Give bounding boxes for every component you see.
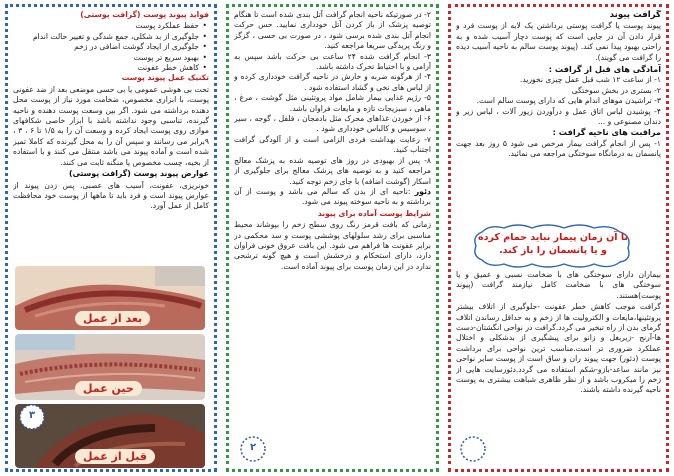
donor-label: دئور (414, 186, 431, 196)
photo-during-surgery (15, 334, 205, 400)
graft-care-list (456, 139, 661, 160)
prep-item: ۲- بستری در بخش سوختگی (571, 85, 661, 95)
graft-heading: گرافت پیوند (609, 10, 661, 20)
callout-text: تا آن زمان پیمار نباید حمام کرده و یا پانسمان را باز کند. (478, 232, 628, 256)
care-item: ۲- در صورتیکه ناحیه انجام گرافت آتل بندی شده است تا هنگام توصیه پزشک از باز کردن آتل خودداری نمایید. حس حرکت انجام آتل بندی شده برسی شود ، در صورت بی حسی ، گزگز و رنگ پریدگی سریعا مراجعه کنید. (234, 10, 431, 51)
prep-item: ۳- تراشیدن موهای اندام هایی که دارای پوست سالم است. (476, 96, 661, 106)
technique-heading: تکنیک عمل پیوند پوست (121, 73, 209, 83)
photo-after-surgery (15, 266, 205, 330)
prep-list (456, 75, 661, 127)
label-during: حین عمل (75, 381, 142, 396)
donor-definition (234, 187, 431, 208)
benefit-item: • جلوگیری از ایجاد گوشت اضافی در زخم (13, 42, 207, 52)
benefit-item: • حفظ عملکرد پوست (13, 21, 207, 31)
panel-care-instructions (226, 4, 439, 472)
panel-benefits (5, 4, 217, 472)
care-item: ۴- از هرگونه ضربه و خارش در ناحیه گرافت خودداری کرده و از لباس های نخی و گشاد استفاده شود . (234, 72, 431, 92)
benefits-heading: فواید پیوند پوست (گرافت پوستی) (80, 10, 209, 19)
care-item: ۳- انجام گرافت شده ۲۴ ساعت بی حرکت باشد سپس به آرامی و با احتیاط تحرک داشته باشد. (234, 51, 431, 72)
graft-care-item: ۱- پس از انجام گرافت بیمار مرخص می شود ۵ روز بعد جهت پانسمان به درمانگاه سوختگی مراجعه می نمائید. (456, 138, 661, 159)
technique-text: تحت بی هوشی عمومی یا بی حسی موضعی بعد از ضد عفونی پوست، با ابزاری مخصوص، ضخامت مورد نیاز از پوست محل دهنده برداشته می شود. اگر بین وسعت پوست دهنده و ناحیه گیرنده، تناسبی وجود نداشته باشد با ابزار خاصی شکافهای موازی روی پوست ایجاد کرده و وسعت آن را به ۱/۵ تا ۶ ، ۳ ، ۹برابر می رسانند و سپس آن را به محل گیرنده که کاملا تمیز شده است و آماده پیوند می باشد منتقل می کنند و با استفاده از بخیه، چسب مخصوص یا منگنه ثابت می کنند. (13, 84, 209, 167)
complications-text: خونریزی، عفونت، آسیب های عصبی. پس زدن پیوند از عوارض پیوند است و فرد باید تا ماهها از پوست خود محافظت کامل از عمل آورد. (13, 180, 209, 211)
page-number: ۲ (249, 442, 257, 453)
care-list (234, 10, 431, 187)
care-item: ۸- پس از بهبودی در روز های توصیه شده به پزشک معالج مراجعه کنید و به توصیه های پزشک معالج برای جلوگیری از اسکار (گوشت اضافه) با جای زخم توجه کنید. (234, 155, 431, 186)
label-after: بعد از عمل (75, 311, 150, 326)
graft-body: گرافت موجب کاهش خطر عفونت -جلوگیری از اتلاف بیشتر پروتئینها،مایعات و الکترولیت ها از زخم و به حداقل رساندن اتلاف گرمای بدن از راه تبخیر می گردد.گرافت در نواحی انگشتان-دست ها-آرنج -زیربغل و زانو برای پیشگیری از بدشکلی و اختلال عملکرد ضروری تر است.مناسب ترین نواحی برای برداشت پوست (دئور) جهت پیوند ران و ساق است از پوست سایر نواحی نیز مانند ساعد-بازو-شکم استفاده می گردد.دئورسایت هایی از زخم را میکروب باشد و از نظر ظاهری شباهت بیشتری به پوست ناحیه گیرنده داشته باشند. (456, 302, 661, 395)
prep-item: ۴- پوشیدن لباس اتاق عمل و درآوردن زیور آلات ، لباس زیر و دندان مصنوعی و ... (456, 106, 661, 127)
graft-body: بیماران دارای سوختگی های با ضخامت نسبی و عمیق و یا سوختگی های با ضخامت کامل نیازمند گرافت (پیوند پوست)هستند. (456, 270, 661, 300)
prep-heading: آمادگی های قبل از گرافت : (548, 64, 661, 75)
warning-callout (470, 222, 635, 270)
decorative-badge (456, 432, 490, 466)
benefit-item: • جلوگیری از بد شکلی، جمع شدگی و تغییر حالت اندام (13, 32, 207, 42)
label-before: قبل از عمل (75, 449, 155, 464)
benefits-list (13, 21, 209, 73)
graft-intro: پیوند پوست یا گرافت پوستی برداشتن یک لایه از پوست فرد و قرار دادن آن در جایی است که پوست دچار آسیب شده و به راحتی بهبود پیدا نمی کند. (پیوند پوست سالم به ناحیه آسیب دیده را گرافت می گویند). (456, 21, 661, 62)
benefit-item: • بهبود سریع تر پوست (13, 53, 207, 63)
conditions-heading: شرایط پوست آماده برای پیوند (317, 208, 431, 218)
page-number: ۳ (28, 410, 36, 421)
donor-text: :ناحیه ای از بدن که سالم می باشد و پوست از آن برداشته و به ناحیه سوخته پیوند می شود. (234, 186, 431, 207)
care-item: ۶- از خوردن غذاهای محرک مثل بادمجان ، فلفل ، گوجه ، سیر ، سوسیس و کالباس خودداری شود . (234, 114, 431, 134)
page-number-badge (236, 432, 270, 466)
panel-graft-intro (448, 4, 669, 472)
panel-content (234, 10, 431, 432)
conditions-text: زمانی که بافت قرمز رنگ روی سطح زخم را بپوشاند محیط مناسبی برای رشد سلولهای پوششی پوست و سد محکمی در برابر عفونت ها فراهم می شود. این بافت عروق خونی فراوان دارد، دارای استحکام و درخشش است و هیچ گونه ترشحی ندارد در این زمان پوست برای پیوند آماده است. (234, 220, 431, 271)
care-item: ۷- رعایت بهداشت فردی الزامی است و از آلودگی گرافت اجتناب کنید. (234, 134, 431, 155)
panel-content (13, 10, 209, 262)
page-number-badge (15, 400, 49, 434)
benefit-item: • کاهش خطر عفونت (13, 63, 207, 73)
care-item: ۵- رژیم غذایی بیمار شامل مواد پروتئینی مثل گوشت ، مرغ ، ماهی ، سبزیجات تازه و مایعات فراوان باشد. (234, 93, 431, 113)
care-heading: مراقبت های ناحیه گرافت : (552, 127, 661, 138)
panel-content-bottom (456, 270, 661, 432)
complications-heading: عوارض پیوند پوست (گرافت پوستی) (69, 169, 209, 179)
panel-content-top (456, 10, 661, 212)
prep-item: ۱- از ساعت ۱۲ شب قبل عمل چیزی نخورید. (519, 75, 661, 85)
